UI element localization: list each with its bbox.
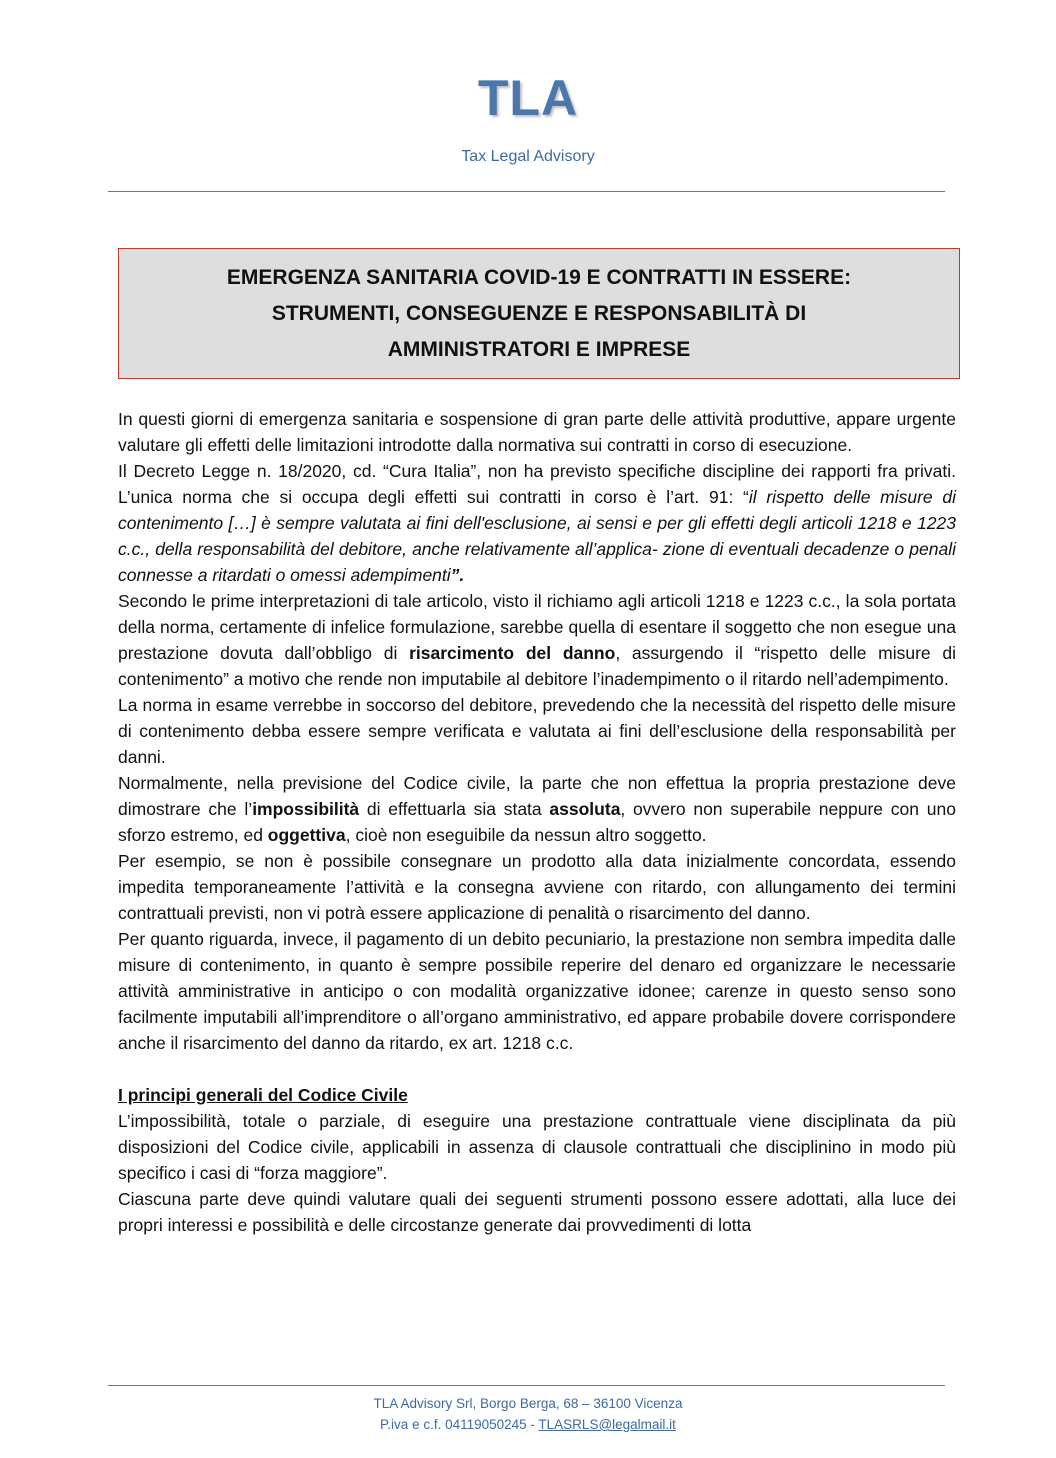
section-heading: I principi generali del Codice Civile: [118, 1085, 408, 1105]
header-divider: [108, 191, 945, 192]
paragraph-intro: In questi giorni di emergenza sanitaria e sospensione di gran parte delle attività produttive, appare urgente valutare gli effetti delle limitazioni introdotte dalla normativa sui contratti in corso di esecuzione.: [118, 409, 956, 455]
footer-address: TLA Advisory Srl, Borgo Berga, 68 – 36100 Vicenza: [373, 1396, 683, 1411]
footer-email-link[interactable]: TLASRLS@legalmail.it: [538, 1417, 676, 1432]
paragraph-codice-civile: Normalmente, nella previsione del Codice civile, la parte che non effettua la propria prestazione deve dimostrare che l’impossibilità di effettuarla sia stata assoluta, ovvero non superabile neppure con uno sforzo estremo, ed oggettiva, cioè non eseguibile da nessun altro soggetto.: [118, 773, 956, 845]
company-logo: TLA: [477, 70, 579, 126]
paragraph-impossibilita: L’impossibilità, totale o parziale, di eseguire una prestazione contrattuale viene disciplinata da più disposizioni del Codice civile, applicabili in assenza di clausole contrattuali che disciplinino in modo più specifico i casi di “forza maggiore”.: [118, 1111, 956, 1183]
document-title-box: [118, 248, 960, 379]
paragraph-norma: La norma in esame verrebbe in soccorso del debitore, prevedendo che la necessità del rispetto delle misure di contenimento debba essere sempre verificata e valutata ai fini dell’esclusione della responsabilità per danni.: [118, 695, 956, 767]
art91-quote: il rispetto delle misure di contenimento […] è sempre valutata ai fini dell'esclusione, ai sensi e per gli effetti degli articoli 1218 e 1223 c.c., della responsabilità del debitore, anche relativamente all’applica- zione di eventuali decadenze o penali connesse a ritardati o omessi adempimenti: [118, 487, 956, 585]
company-tagline: Tax Legal Advisory: [461, 148, 595, 165]
footer-tax-line: P.iva e c.f. 04119050245 - TLASRLS@legalmail.it: [380, 1417, 676, 1432]
footer-divider: [108, 1385, 945, 1386]
document-title: EMERGENZA SANITARIA COVID-19 E CONTRATTI IN ESSERE: STRUMENTI, CONSEGUENZE E RESPONSABILITÀ DI AMMINISTRATORI E IMPRESE: [226, 265, 852, 361]
document-body: [118, 406, 956, 1238]
paragraph-debito-pecuniario: Per quanto riguarda, invece, il pagamento di un debito pecuniario, la prestazione non sembra impedita dalle misure di contenimento, in quanto è sempre possibile reperire del denaro ed organizzare le necessarie attività amministrative in anticipo o con modalità organizzative idonee; carenze in questo senso sono facilmente imputabili all’imprenditore o all’organo amministrativo, ed appare probabile dovere corrispondere anche il risarcimento del danno da ritardo, ex art. 1218 c.c.: [118, 929, 956, 1053]
paragraph-interpretazioni: Secondo le prime interpretazioni di tale articolo, visto il richiamo agli articoli 1218 e 1223 c.c., la sola portata della norma, certamente di infelice formulazione, sarebbe quella di esentare il soggetto che non esegue una prestazione dovuta dall’obbligo di risarcimento del danno, assurgendo il “rispetto delle misure di contenimento” a motivo che rende non imputabile al debitore l’inadempimento o il ritardo nell’adempimento.: [118, 591, 956, 689]
page-footer: [0, 1393, 1056, 1435]
paragraph-esempio: Per esempio, se non è possibile consegnare un prodotto alla data inizialmente concordata, essendo impedita temporaneamente l’attività e la consegna avviene con ritardo, con allungamento dei termini contrattuali previsti, non vi potrà essere applicazione di penalità o risarcimento del danno.: [118, 851, 956, 923]
paragraph-spacer: [118, 1056, 956, 1082]
paragraph-decreto: Il Decreto Legge n. 18/2020, cd. “Cura Italia”, non ha previsto specifiche discipline dei rapporti fra privati. L’unica norma che si occupa degli effetti sui contratti in corso è l’art. 91: “il rispetto delle misure di contenimento […] è sempre valutata ai fini dell'esclusione, ai sensi e per gli effetti degli articoli 1218 e 1223 c.c., della responsabilità del debitore, anche relativamente all’applica- zione di eventuali decadenze o penali connesse a ritardati o omessi adempimenti”.: [118, 461, 956, 585]
paragraph-strumenti: Ciascuna parte deve quindi valutare quali dei seguenti strumenti possono essere adottati, alla luce dei propri interessi e possibilità e delle circostanze generate dai provvedimenti di lotta: [118, 1189, 956, 1235]
